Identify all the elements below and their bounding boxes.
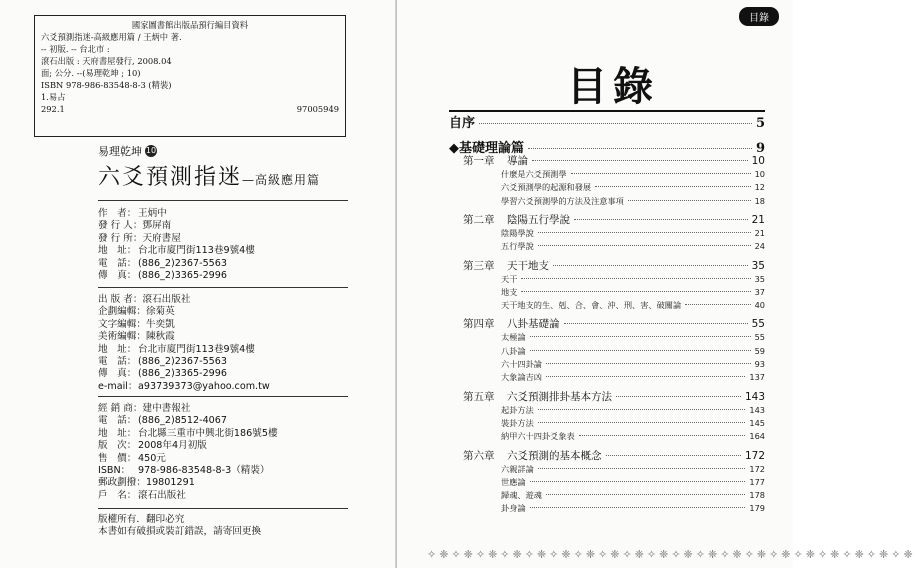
book-title <box>98 160 320 191</box>
info-key: 電 話： <box>98 415 137 427</box>
info-value: 978-986-83548-8-3（精裝） <box>138 465 270 477</box>
toc-page-number: 35 <box>754 273 765 284</box>
toc-entry-label: 天干地支的生、剋、合、會、沖、刑、害、破關論 <box>501 300 682 311</box>
series-number-badge: 10 <box>145 146 157 155</box>
toc-entry-label: 大象論吉凶 <box>501 372 542 383</box>
toc-chapter-entry <box>449 389 765 404</box>
toc-subentry <box>449 477 765 488</box>
toc-entry-label: 卦身論 <box>501 503 526 514</box>
copyright-page <box>0 0 396 568</box>
toc-leader-dots <box>521 278 750 279</box>
toc-entry-label: 五行學說 <box>501 241 534 252</box>
toc-page-number: 177 <box>749 476 765 487</box>
info-value: (886_2)3365-2996 <box>138 270 227 282</box>
toc-page-number: 143 <box>744 390 765 403</box>
toc-leader-dots <box>546 376 745 377</box>
toc-subentry <box>449 228 765 239</box>
info-key: 售 價： <box>98 452 137 464</box>
info-key: 傳 真： <box>98 270 137 282</box>
toc-chapter-number: 第六章 <box>463 449 495 462</box>
toc-page-number: 143 <box>749 404 765 415</box>
toc-page-number: 12 <box>754 182 765 193</box>
toc-subentry <box>449 241 765 252</box>
toc-subentry <box>449 346 765 357</box>
toc-subentry <box>449 182 765 193</box>
toc-subentry <box>449 169 765 180</box>
info-value: 徐菊英 <box>145 306 175 318</box>
toc-entry-label: 起卦方法 <box>501 404 534 415</box>
toc-page-number: 9 <box>755 141 765 156</box>
divider <box>98 287 348 288</box>
info-key: 郵政劃撥： <box>98 477 146 489</box>
footer-ornament: ✧❈✧❈✧❈✧❈✧❈✧❈✧❈✧❈✧❈✧❈✧❈✧❈✧❈✧❈✧❈✧❈✧❈✧❈✧❈✧❈ <box>427 548 916 561</box>
info-key: 地 址： <box>98 427 137 439</box>
toc-leader-dots <box>546 494 745 495</box>
toc-page <box>397 0 916 568</box>
info-row <box>98 331 270 343</box>
toc-subentry <box>449 359 765 370</box>
cip-block <box>34 15 346 137</box>
toc-chapter-entry <box>449 448 765 463</box>
info-key: e-mail： <box>98 380 138 392</box>
info-row <box>98 415 278 427</box>
toc-entry-label: 地支 <box>501 286 518 297</box>
info-key: 傳 真： <box>98 368 137 380</box>
toc-entry-label: 自序 <box>449 116 476 131</box>
info-key: 出 版 者： <box>98 294 143 305</box>
toc-page-number: 137 <box>749 372 765 383</box>
info-row <box>98 403 278 415</box>
toc-chapter-entry <box>449 316 765 331</box>
info-value: 牛奕凱 <box>145 318 175 330</box>
toc-page-number: 40 <box>754 300 765 311</box>
toc-chapter-number: 第五章 <box>463 390 495 403</box>
info-key: 地 址： <box>98 245 137 257</box>
toc-entry-label: 天干 <box>501 273 518 284</box>
toc-subentry <box>449 431 765 442</box>
toc-entry-label: 學習六爻預測學的方法及注意事項 <box>501 195 624 206</box>
toc-entry-label: 裝卦方法 <box>501 417 534 428</box>
info-value: 台北市廈門街113巷9號4樓 <box>138 343 255 355</box>
toc-leader-dots <box>546 363 751 364</box>
info-key: 文字編輯： <box>98 318 146 330</box>
cip-line: ISBN 978-986-83548-8-3 (精裝) <box>41 80 172 90</box>
toc-entry-label: 太極論 <box>501 332 526 343</box>
series-label <box>98 143 157 159</box>
info-value: 天府書屋 <box>142 232 181 244</box>
toc-page-number: 59 <box>754 345 765 356</box>
info-value: 2008年4月初版 <box>138 440 207 452</box>
info-row <box>98 368 270 380</box>
info-value: (886_2)3365-2996 <box>138 368 227 380</box>
toc-entry-label: 導論 <box>507 155 528 167</box>
info-row <box>98 270 255 282</box>
toc-leader-dots <box>574 219 748 220</box>
cip-line: 六爻預測指迷-高級應用篇 / 王炳中 著. <box>41 32 182 42</box>
info-key: 經 銷 商： <box>98 403 143 414</box>
toc-chapter-entry <box>449 212 765 227</box>
toc-subentry <box>449 418 765 429</box>
toc-chapter-number: 第三章 <box>463 259 495 272</box>
cip-class-number: 292.1 <box>41 104 65 114</box>
toc-leader-dots <box>606 455 741 456</box>
toc-leader-dots <box>479 123 752 124</box>
info-value: 滾石出版社 <box>142 294 191 305</box>
toc-chapter-number: 第四章 <box>463 318 495 331</box>
toc-leader-dots <box>530 350 751 351</box>
toc-heading: 目錄 <box>567 63 659 110</box>
toc-page-number: 55 <box>754 332 765 343</box>
toc-page-number: 164 <box>749 431 765 442</box>
toc-page-number: 179 <box>749 503 765 514</box>
rights-line: 版權所有．翻印必究 <box>98 514 185 525</box>
toc-leader-dots <box>530 507 746 508</box>
toc-entry-label: 六親詳論 <box>501 463 534 474</box>
toc-page-number: 5 <box>755 116 765 131</box>
info-value: 19801291 <box>145 477 195 489</box>
toc-page-number: 93 <box>754 359 765 369</box>
toc-entry-label: 八卦論 <box>501 345 526 356</box>
info-value: (886_2)2367-5563 <box>138 257 227 269</box>
info-value: a93739373@yahoo.com.tw <box>138 380 270 392</box>
info-value: 鄧屏南 <box>142 220 172 232</box>
rights-line: 本書如有破損或裝訂錯誤，請寄回更換 <box>98 526 262 538</box>
info-row <box>98 344 270 356</box>
toc-entry-label: 八卦基礎論 <box>507 318 560 331</box>
toc-leader-dots <box>685 304 750 305</box>
toc-entry-label: 陰陽五行學說 <box>507 213 570 226</box>
info-row <box>98 453 278 465</box>
cip-line: 面; 公分. --(易理乾坤 ; 10) <box>41 68 141 78</box>
divider <box>98 200 348 201</box>
toc-tab-badge: 目錄 <box>739 7 779 26</box>
toc-page-number: 18 <box>754 195 765 206</box>
info-row <box>98 258 255 270</box>
toc-entry-label: 歸魂、遊魂 <box>501 490 542 501</box>
toc-subentry <box>449 490 765 501</box>
info-key: 版 次： <box>98 440 137 452</box>
info-row <box>98 440 278 452</box>
distribution-block <box>98 403 278 502</box>
cip-line: 滾石出版 : 天府書屋發行, 2008.04 <box>41 56 172 66</box>
info-row <box>98 465 278 477</box>
toc-page-number: 24 <box>754 241 765 252</box>
toc-subentry <box>449 464 765 475</box>
toc-page-number: 21 <box>751 213 765 226</box>
info-key: 電 話： <box>98 257 137 269</box>
info-row <box>98 477 278 489</box>
info-key: 發 行 所： <box>98 232 143 244</box>
toc-page-number: 145 <box>749 417 765 428</box>
toc-leader-dots <box>628 200 751 201</box>
info-value: 建中書報社 <box>142 403 191 414</box>
book-title-sub: —高級應用篇 <box>242 173 321 187</box>
toc-entry-label: 六十四卦論 <box>501 359 542 369</box>
toc-leader-dots <box>616 396 741 397</box>
info-row <box>98 294 270 306</box>
toc-leader-dots <box>532 160 748 161</box>
info-row <box>98 381 270 393</box>
divider <box>98 396 348 397</box>
toc-entry-label: 天干地支 <box>507 259 549 272</box>
toc-subentry <box>449 372 765 383</box>
toc-leader-dots <box>530 481 746 482</box>
cip-line: 1.易占 <box>41 92 66 102</box>
toc-leader-dots <box>595 186 751 187</box>
rights-block <box>98 514 261 539</box>
toc-subentry <box>449 274 765 285</box>
toc-leader-dots <box>530 336 751 337</box>
toc-page-number: 10 <box>751 155 765 167</box>
toc-page-number: 35 <box>751 259 765 272</box>
toc-entry-label: 六爻預測的基本概念 <box>507 449 602 462</box>
toc-entry-label: 六爻預測學的起源和發展 <box>501 182 592 193</box>
toc-page-number: 55 <box>751 318 765 331</box>
toc-subentry <box>449 196 765 207</box>
info-row <box>98 208 255 220</box>
toc-leader-dots <box>521 291 750 292</box>
cip-record-number: 97005949 <box>296 104 339 114</box>
toc-leader-dots <box>579 435 746 436</box>
info-row <box>98 490 278 502</box>
toc-page-number: 21 <box>754 227 765 238</box>
toc-page-number: 172 <box>749 463 765 474</box>
cip-title: 國家圖書館出版品預行編目資料 <box>131 20 249 30</box>
toc-entry-label: 什麼是六爻預測學 <box>501 169 567 179</box>
toc-leader-dots <box>538 409 746 410</box>
toc-chapter-entry <box>449 258 765 273</box>
info-key: 地 址： <box>98 343 137 355</box>
toc-chapter-entry <box>449 153 765 168</box>
toc-entry-label: 六爻預測排卦基本方法 <box>507 390 612 403</box>
info-value: 台北縣三重市中興北街186號5樓 <box>138 427 278 439</box>
toc-leader-dots <box>538 245 751 246</box>
info-value: 台北市廈門街113巷9號4樓 <box>138 245 255 257</box>
toc-subentry <box>449 503 765 514</box>
info-value: 陳秋霞 <box>145 331 175 343</box>
publisher-block <box>98 294 270 393</box>
info-key: 作 者： <box>98 208 137 219</box>
toc-leader-dots <box>538 232 751 233</box>
credits-block <box>98 208 255 282</box>
info-row <box>98 356 270 368</box>
toc-entry-label: 納甲六十四卦爻象表 <box>501 431 575 442</box>
toc-page-number: 37 <box>754 286 765 297</box>
toc-leader-dots <box>571 173 751 174</box>
info-value: (886_2)2367-5563 <box>138 356 227 368</box>
toc-page-number: 178 <box>749 490 765 501</box>
info-row <box>98 220 255 232</box>
book-title-main: 六爻預測指迷 <box>98 165 243 190</box>
toc-entry-label: 陰陽學說 <box>501 227 534 238</box>
toc-chapter-number: 第一章 <box>463 155 495 167</box>
cip-line: -- 初版. -- 台北市 : <box>41 44 110 54</box>
info-value: 滾石出版社 <box>138 489 186 501</box>
toc-subentry <box>449 287 765 298</box>
toc-subentry <box>449 405 765 416</box>
toc-subentry <box>449 300 765 311</box>
toc-leader-dots <box>538 468 746 469</box>
info-row <box>98 428 278 440</box>
info-key: 電 話： <box>98 356 137 368</box>
info-row <box>98 245 255 257</box>
info-key: 美術編輯： <box>98 331 146 343</box>
info-row <box>98 233 255 245</box>
toc-entry-label: 世應論 <box>501 476 526 487</box>
divider <box>98 508 348 509</box>
toc-leader-dots <box>553 265 748 266</box>
info-value: (886_2)8512-4067 <box>138 415 227 427</box>
toc-chapter-number: 第二章 <box>463 213 495 226</box>
info-key: 發 行 人： <box>98 220 143 232</box>
toc-subentry <box>449 332 765 343</box>
info-row <box>98 306 270 318</box>
info-value: 450元 <box>138 452 166 464</box>
info-row <box>98 319 270 331</box>
info-key: ISBN： <box>98 465 131 477</box>
toc-leader-dots <box>564 323 748 324</box>
info-value: 王炳中 <box>138 208 167 219</box>
series-name: 易理乾坤 <box>98 145 142 158</box>
info-key: 企劃編輯： <box>98 306 146 318</box>
toc-leader-dots <box>538 422 746 423</box>
toc-entry-label: ◆基礎理論篇 <box>449 141 524 156</box>
toc-page-number: 10 <box>754 169 765 179</box>
toc-page-number: 172 <box>744 449 765 462</box>
toc-leader-dots <box>528 148 752 149</box>
toc-section-entry <box>449 112 765 131</box>
info-key: 戶 名： <box>98 489 137 501</box>
